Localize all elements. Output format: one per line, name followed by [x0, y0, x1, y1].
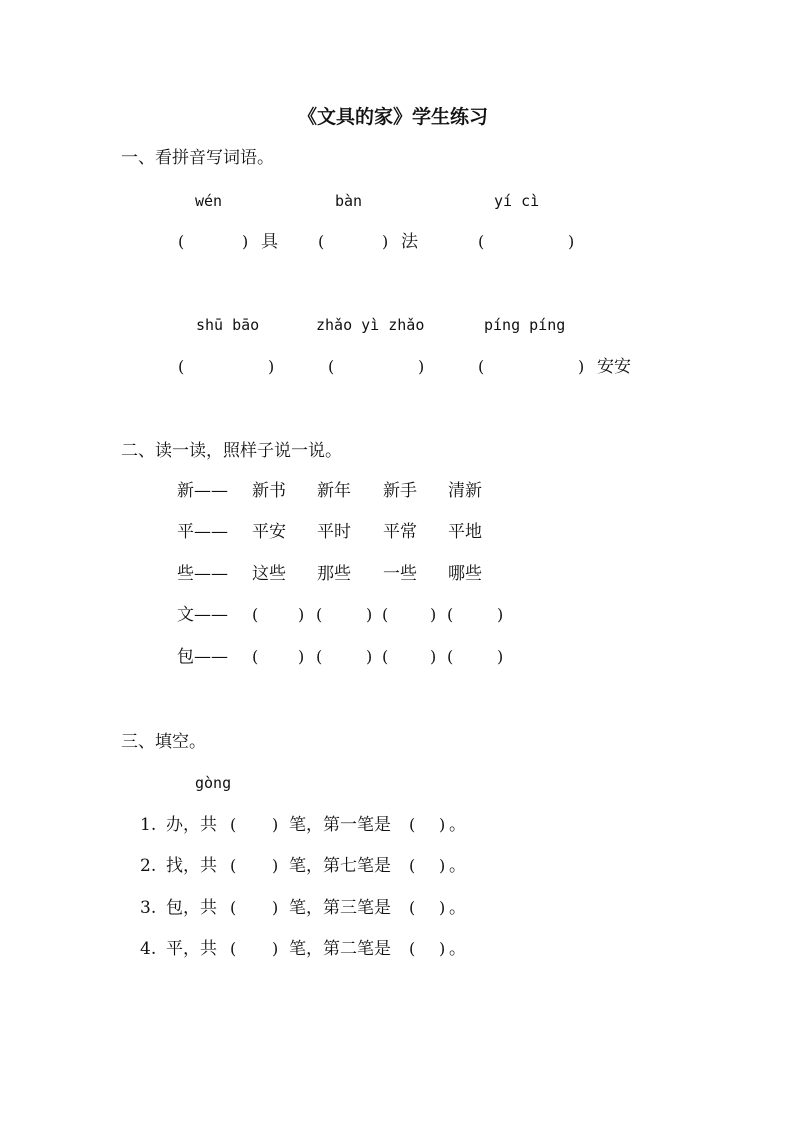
answer-blank[interactable]: ( [409, 856, 416, 875]
word: 新年 [317, 481, 351, 501]
answer-blank-1[interactable]: ( [178, 232, 185, 251]
row-head-bao: 包—— [177, 647, 228, 667]
row-head-xie: 些—— [177, 564, 228, 584]
answer-blank[interactable]: ( [409, 898, 416, 917]
answer-blank[interactable]: ( [409, 815, 416, 834]
answer-blank[interactable]: ( [316, 605, 323, 624]
item-number: 4. [140, 939, 157, 959]
answer-blank-3[interactable]: ( [478, 232, 485, 251]
item-end: 。 [449, 939, 466, 959]
answer-blank[interactable]: ( [316, 647, 323, 666]
answer-blank[interactable]: ( [230, 898, 237, 917]
pinyin-zhaoyizhao: zhǎo yì zhǎo [316, 316, 425, 334]
answer-blank[interactable]: ( [382, 605, 389, 624]
answer-blank[interactable]: ( [409, 939, 416, 958]
section-2-heading: 二、读一读，照样子说一说。 [121, 441, 342, 461]
item-char: 包，共 [166, 898, 217, 918]
item-end: 。 [449, 898, 466, 918]
row-head-ping: 平—— [177, 522, 228, 542]
char-fa: 法 [401, 232, 418, 252]
answer-blank[interactable]: ( [230, 939, 237, 958]
page-title: 《文具的家》学生练习 [298, 106, 489, 128]
answer-blank[interactable]: ( [230, 856, 237, 875]
item-end: 。 [449, 815, 466, 835]
char-ju: 具 [261, 232, 278, 252]
item-mid: 笔，第七笔是 [289, 856, 391, 876]
item-number: 1. [140, 815, 157, 835]
answer-blank-2[interactable]: ( [318, 232, 325, 251]
pinyin-wen: wén [195, 192, 223, 210]
item-mid: 笔，第二笔是 [289, 939, 391, 959]
section-1-heading: 一、看拼音写词语。 [121, 148, 274, 168]
word: 平地 [448, 522, 482, 542]
word: 这些 [252, 564, 286, 584]
item-end: 。 [449, 856, 466, 876]
word: 新手 [383, 481, 417, 501]
pinyin-pingping: píng píng [484, 316, 566, 334]
answer-blank[interactable]: ( [230, 815, 237, 834]
section-3-heading: 三、填空。 [121, 732, 206, 752]
answer-blank-4[interactable]: ( [178, 357, 185, 376]
word: 哪些 [448, 564, 482, 584]
answer-blank[interactable]: ( [447, 647, 454, 666]
item-number: 2. [140, 856, 157, 876]
word: 平安 [252, 522, 286, 542]
answer-blank[interactable]: ( [447, 605, 454, 624]
answer-blank[interactable]: ( [252, 647, 259, 666]
answer-blank[interactable]: ( [252, 605, 259, 624]
item-number: 3. [140, 898, 157, 918]
pinyin-ban: bàn [335, 192, 363, 210]
pinyin-yici: yí cì [494, 192, 540, 210]
item-char: 办，共 [166, 815, 217, 835]
word: 清新 [448, 481, 482, 501]
char-anan: 安安 [597, 357, 631, 377]
word: 平常 [383, 522, 417, 542]
item-char: 找，共 [166, 856, 217, 876]
pinyin-shubao: shū bāo [196, 316, 260, 334]
item-mid: 笔，第三笔是 [289, 898, 391, 918]
answer-blank[interactable]: ( [382, 647, 389, 666]
pinyin-gong: gòng [195, 774, 232, 792]
answer-blank-5[interactable]: ( [328, 357, 335, 376]
word: 平时 [317, 522, 351, 542]
item-char: 平，共 [166, 939, 217, 959]
row-head-xin: 新—— [177, 481, 228, 501]
word: 一些 [383, 564, 417, 584]
answer-blank-6[interactable]: ( [478, 357, 485, 376]
word: 新书 [252, 481, 286, 501]
row-head-wen: 文—— [177, 605, 228, 625]
word: 那些 [317, 564, 351, 584]
item-mid: 笔，第一笔是 [289, 815, 391, 835]
